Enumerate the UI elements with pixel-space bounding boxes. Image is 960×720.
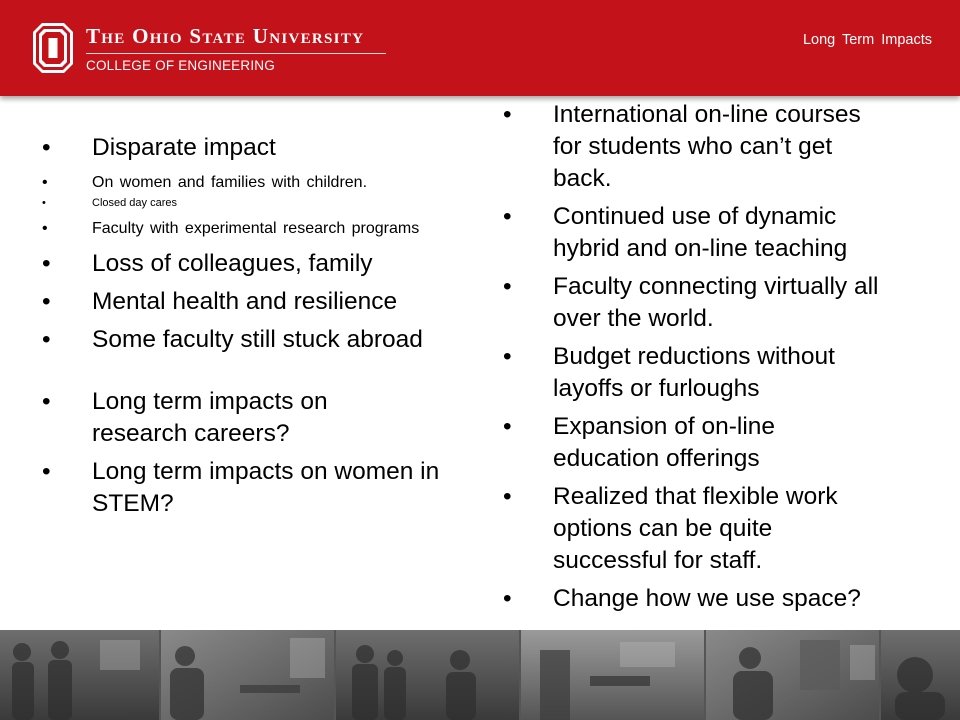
list-item-text: International on-line courses for students who can’t get back. [553,101,861,192]
bullet-icon: • [503,101,512,128]
list-item [42,248,472,280]
list-item-text: Long term impacts on women in STEM? [92,458,440,517]
list-item [503,481,923,577]
list-item [42,324,472,356]
list-item [503,99,923,195]
header-divider [86,53,386,54]
right-bullet-list [503,99,923,615]
bullet-icon: • [42,388,51,415]
bullet-icon: • [42,250,51,277]
photo-collage-strip [0,630,960,720]
bullet-icon: • [42,174,48,191]
list-item-text: Change how we use space? [553,585,861,612]
list-item [503,201,923,265]
list-item [42,196,472,210]
list-item-text: Closed day cares [92,197,177,209]
list-item [42,216,472,242]
list-item-text: On women and families with children. [92,174,368,191]
left-bullet-list [42,132,472,520]
bullet-icon: • [503,483,512,510]
bullet-icon: • [503,413,512,440]
list-item-text: Mental health and resilience [92,288,398,315]
bullet-icon: • [503,585,512,612]
list-item-text: Faculty connecting virtually all over the world. [553,273,879,332]
list-item [42,286,472,318]
bullet-icon: • [42,197,46,209]
bullet-icon: • [42,288,51,315]
list-item-text: Long term impacts on research careers? [92,388,328,447]
list-item-text: Faculty with experimental research programs [92,220,420,237]
list-item [42,132,472,164]
university-name: The Ohio State University [86,24,365,48]
list-item-text: Loss of colleagues, family [92,250,373,277]
slide-header [0,0,960,96]
list-item [42,456,472,520]
list-item-text: Expansion of on-line education offerings [553,413,776,472]
bullet-icon: • [42,134,51,161]
list-item-text: Some faculty still stuck abroad [92,326,423,353]
list-item [42,170,472,196]
bullet-icon: • [503,343,512,370]
bullet-icon: • [42,458,51,485]
list-item [503,411,923,475]
list-item-text: Realized that flexible work options can be quite successful for staff. [553,483,838,574]
list-item-text: Budget reductions without layoffs or furloughs [553,343,835,402]
bullet-icon: • [503,203,512,230]
photo-collage-image [0,630,960,720]
list-item [503,271,923,335]
list-item [42,386,472,450]
list-item [503,341,923,405]
bullet-icon: • [42,220,48,237]
bullet-icon: • [503,273,512,300]
block-o-logo-icon [32,22,74,74]
bullet-icon: • [42,326,51,353]
college-name: COLLEGE OF ENGINEERING [86,58,275,73]
list-item-text: Disparate impact [92,134,276,161]
list-item [503,583,923,615]
list-item-text: Continued use of dynamic hybrid and on-line teaching [553,203,848,262]
slide-title: Long Term Impacts [802,32,932,48]
